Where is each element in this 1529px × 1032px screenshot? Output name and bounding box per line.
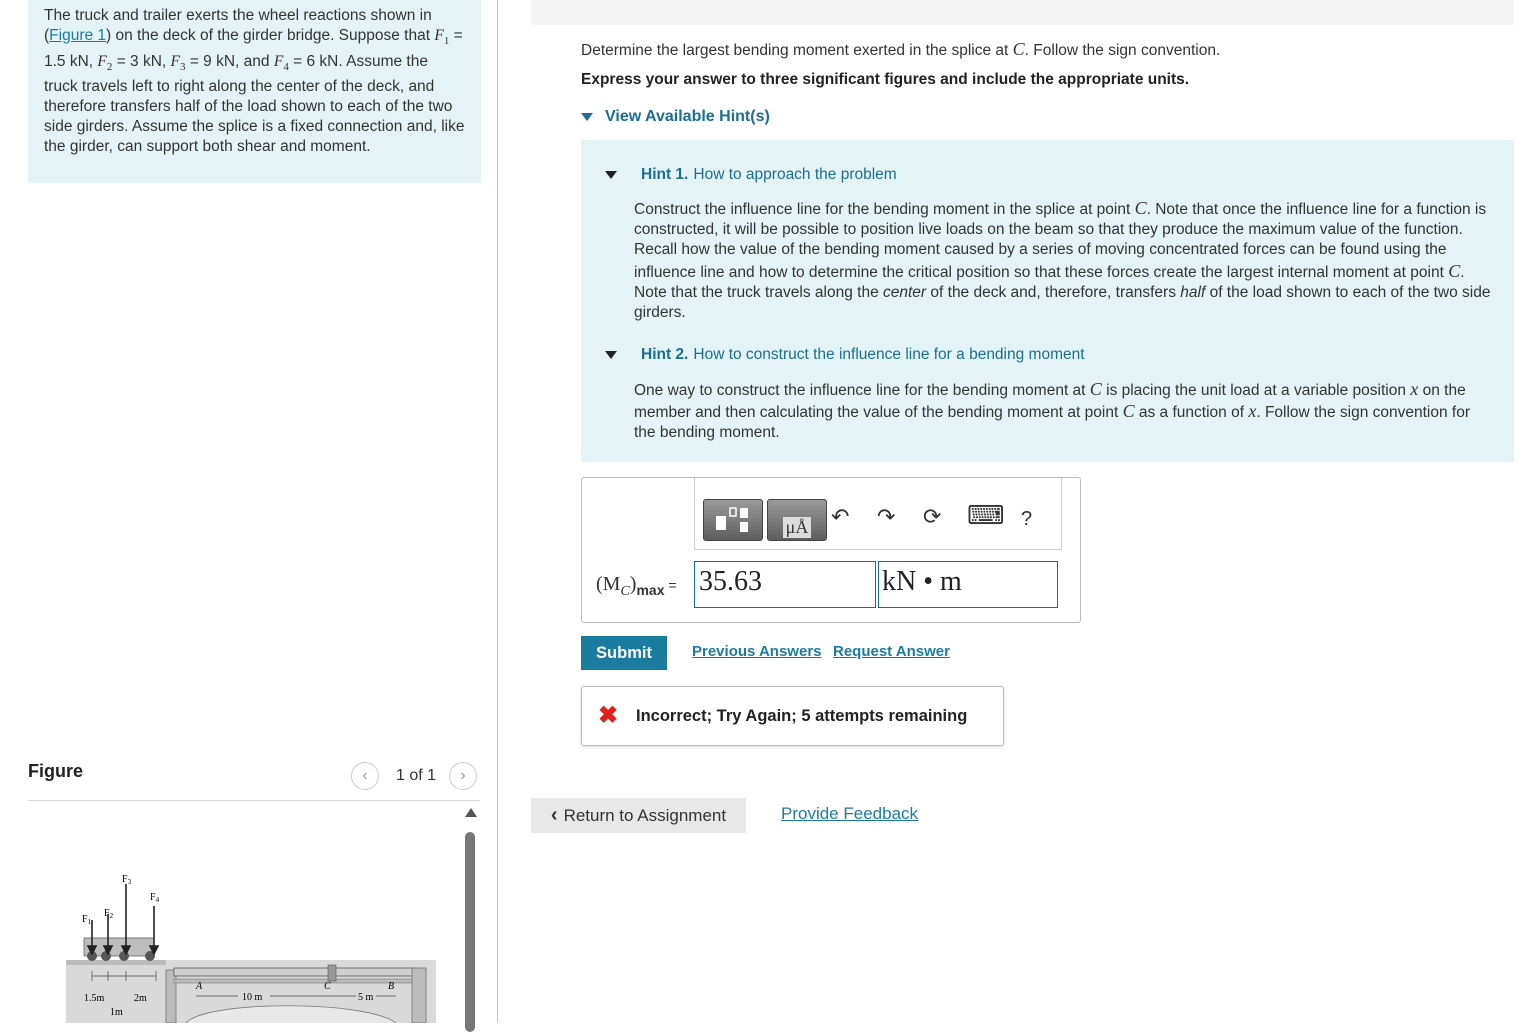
f4-value: = 6 kN.	[288, 52, 343, 70]
f2-value: = 3 kN,	[112, 52, 171, 70]
caret-down-icon	[605, 171, 617, 179]
figure-title: Figure	[28, 761, 84, 781]
hint-1-body: Construct the influence line for the bending moment in the splice at point C. Note that once the influence line for a function is constructed, it will be possible to position live loads on the beam so that they produce the maximum value of the function. Recall how the value of the bending moment caused by a series of moving concentrated forces can be found using the influence line and how to determine the critical position so that these forces create the largest internal moment at point C. Note that the truck travels along the center of the deck and, therefore, transfers half of the load shown to each of the two side girders.	[634, 198, 1491, 322]
math-toolbar	[694, 478, 1062, 550]
hint-1-title: How to approach the problem	[693, 166, 897, 183]
f1-symbol: $F_1$	[434, 27, 450, 48]
hint-1-toggle[interactable]	[605, 166, 897, 184]
label-c: C	[324, 981, 331, 992]
provide-feedback-link[interactable]: Provide Feedback	[781, 804, 919, 823]
chevron-right-icon: ›	[460, 767, 466, 784]
bridge-figure	[66, 860, 436, 1023]
help-icon[interactable]: ?	[1021, 508, 1033, 530]
f1-value: = 1.5 kN,	[44, 27, 463, 70]
undo-icon[interactable]: ↶	[831, 504, 850, 529]
label-b: B	[388, 981, 395, 992]
hint-2-toggle[interactable]	[605, 346, 1085, 364]
answer-label: $(M_C)_{max}$ =	[596, 573, 677, 599]
redo-icon[interactable]: ↷	[877, 504, 896, 529]
units-button[interactable]	[767, 499, 827, 541]
view-hints-label: View Available Hint(s)	[605, 108, 770, 125]
feedback-text: Incorrect; Try Again; 5 attempts remaining	[636, 707, 968, 725]
dim-1m: 1m	[110, 1007, 123, 1018]
keyboard-icon[interactable]: ⌨	[967, 500, 1005, 530]
problem-text-2: ) on the deck of the girder bridge. Suppose that	[106, 27, 435, 45]
f3-symbol: $F_3$	[170, 52, 186, 73]
chevron-left-icon: ‹	[550, 804, 558, 826]
problem-text-1: The truck and trailer exerts the wheel reactions shown in (	[44, 7, 432, 45]
caret-down-icon	[581, 113, 593, 121]
label-f4: $F_4$	[150, 892, 160, 904]
dim-1-5m: 1.5m	[84, 993, 105, 1004]
templates-button[interactable]	[703, 499, 763, 541]
request-answer-link[interactable]: Request Answer	[833, 643, 950, 660]
f2-symbol: $F_2$	[97, 52, 113, 73]
part-header-strip	[531, 0, 1514, 25]
dim-2m: 2m	[134, 993, 147, 1004]
dim-10m: 10 m	[242, 992, 263, 1003]
submit-button[interactable]: Submit	[581, 636, 667, 670]
incorrect-x-icon: ✖	[598, 702, 619, 729]
figure-prev-button[interactable]	[351, 762, 379, 790]
hint-2-title: How to construct the influence line for a bending moment	[693, 346, 1085, 363]
chevron-left-icon: ‹	[362, 767, 368, 784]
feedback-message	[581, 686, 1004, 746]
units-icon: μÅ	[783, 517, 812, 538]
label-f2: $F_2$	[104, 908, 114, 920]
view-hints-toggle[interactable]	[581, 108, 770, 126]
problem-text-3: Assume the truck travels left to right along the center of the deck, and therefore transfers half of the load shown to each of the two side girders. Assume the splice is a fixed connection and, like the girder, can support both shear and moment.	[44, 52, 465, 156]
figure-header	[28, 760, 480, 801]
caret-down-icon	[605, 351, 617, 359]
hint-2-number: Hint 2.	[641, 346, 689, 363]
figure-next-button[interactable]	[449, 762, 477, 790]
answer-box	[581, 477, 1081, 623]
figure-link[interactable]: Figure 1	[49, 27, 107, 45]
question-text: Determine the largest bending moment exerted in the splice at C. Follow the sign convention.	[581, 39, 1221, 59]
label-f3: $F_3$	[122, 874, 132, 886]
hints-panel	[581, 140, 1514, 462]
answer-units-input[interactable]: kN • m	[878, 561, 1058, 608]
panel-divider	[497, 0, 498, 1023]
templates-icon	[704, 500, 762, 540]
f3-value: = 9 kN, and	[185, 52, 274, 70]
answer-instruction: Express your answer to three significant figures and include the appropriate units.	[581, 71, 1190, 88]
label-f1: $F_1$	[82, 914, 92, 926]
figure-pager: 1 of 1	[396, 767, 437, 784]
scroll-thumb[interactable]	[465, 832, 475, 1032]
answer-value-input[interactable]: 35.63	[694, 561, 876, 608]
figure-scrollbar[interactable]	[465, 808, 475, 1023]
f4-symbol: $F_4$	[273, 52, 289, 73]
scroll-up-arrow-icon[interactable]	[465, 808, 477, 817]
reset-icon[interactable]: ⟳	[923, 504, 942, 529]
hint-1-number: Hint 1.	[641, 166, 689, 183]
previous-answers-link[interactable]: Previous Answers	[692, 643, 822, 660]
return-to-assignment-button[interactable]	[531, 798, 746, 833]
hint-2-body: One way to construct the influence line for the bending moment at C is placing the unit load at a variable position x on the member and then calculating the value of the bending moment at point C as a function of x. Follow the sign convention for the bending moment.	[634, 379, 1470, 442]
label-a: A	[196, 981, 203, 992]
problem-statement	[28, 0, 481, 183]
dim-5m: 5 m	[358, 992, 374, 1003]
return-label: Return to Assignment	[563, 805, 727, 825]
